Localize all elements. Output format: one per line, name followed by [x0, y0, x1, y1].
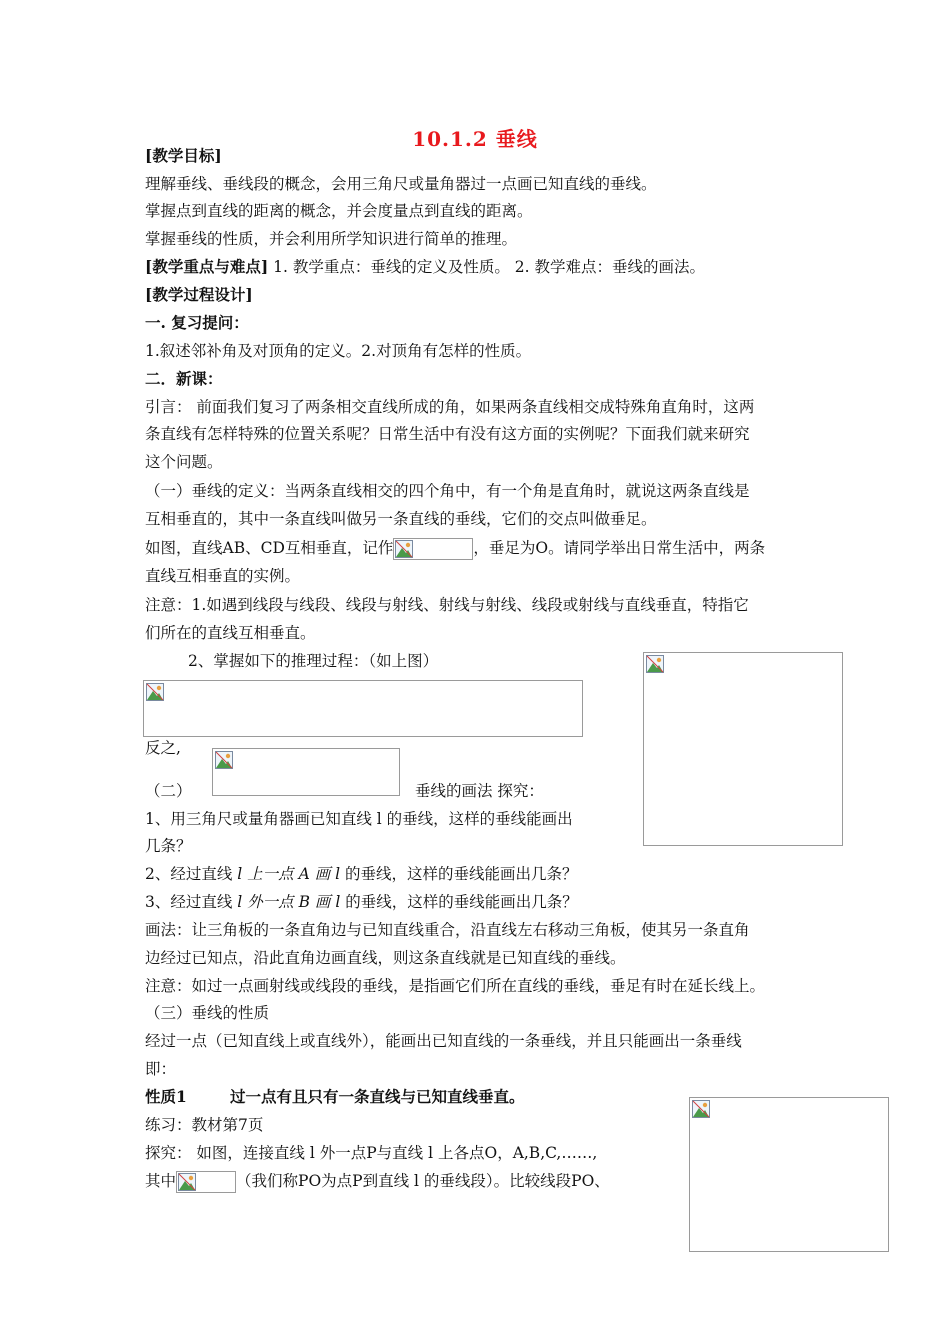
figure-text: 如图，直线AB、CD互相垂直，记作 — [145, 539, 394, 557]
question-text: 的垂线，这样的垂线能画出几条？ — [340, 893, 578, 911]
reasoning-line: 2、掌握如下的推理过程：（如上图） — [188, 652, 439, 670]
question-line: 几条？ — [145, 837, 192, 855]
question-line — [145, 864, 578, 884]
part3-heading: （三）垂线的性质 — [145, 1004, 270, 1022]
intro-line: 引言： 前面我们复习了两条相交直线所成的角，如果两条直线相交成特殊角直角时，这两 — [145, 398, 755, 416]
broken-image-icon — [178, 1173, 196, 1191]
process-heading: [教学过程设计] — [145, 285, 253, 304]
goals-heading: [教学目标] — [145, 146, 222, 165]
among-text: （我们称PO为点P到直线 l 的垂线段）。比较线段PO、 — [236, 1172, 610, 1190]
figure-line — [145, 538, 765, 560]
explore-line: 探究： 如图，连接直线 l 外一点P与直线 l 上各点O，A,B,C,……, — [145, 1144, 598, 1162]
note2-line: 注意：如过一点画射线或线段的垂线，是指画它们所在直线的垂线，垂足有时在延长线上。 — [145, 977, 766, 995]
note-line: 们所在的直线互相垂直。 — [145, 624, 316, 642]
method-line: 边经过已知点，沿此直角边画直线，则这条直线就是已知直线的垂线。 — [145, 949, 626, 967]
intro-line: 这个问题。 — [145, 453, 223, 471]
converse-formula-image — [212, 748, 400, 796]
goal-item: 掌握点到直线的距离的概念，并会度量点到直线的距离。 — [145, 202, 533, 220]
keypoints-paragraph — [145, 257, 705, 277]
perpendicular-figure-image — [643, 652, 843, 846]
keypoints-text: 1. 教学重点：垂线的定义及性质。 2. 教学难点：垂线的画法。 — [273, 258, 705, 276]
property-intro-line: 经过一点（已知直线上或直线外），能画出已知直线的一条垂线，并且只能画出一条垂线 — [145, 1032, 742, 1050]
among-line — [145, 1171, 610, 1193]
broken-image-icon — [146, 683, 164, 701]
definition-line: （一）垂线的定义：当两条直线相交的四个角中，有一个角是直角时，就说这两条直线是 — [145, 482, 750, 500]
broken-image-icon — [395, 540, 413, 558]
question-line — [145, 892, 578, 912]
review-heading: 一. 复习提问： — [145, 313, 249, 332]
among-text: 其中 — [145, 1172, 177, 1190]
figure-text: ，垂足为O。请同学举出日常生活中，两条 — [473, 539, 766, 557]
question-text: 2、经过直线 — [145, 865, 238, 883]
formula-image — [393, 538, 473, 560]
note-line: 注意：1.如遇到线段与线段、线段与射线、射线与射线、线段或射线与直线垂直，特指它 — [145, 596, 749, 614]
part2-label: （二） — [145, 782, 192, 800]
question-text: 的垂线，这样的垂线能画出几条？ — [340, 865, 578, 883]
property1-label: 性质1 — [145, 1087, 187, 1106]
broken-image-icon — [215, 751, 233, 769]
intro-line: 条直线有怎样特殊的位置关系呢？日常生活中有没有这方面的实例呢？下面我们就来研究 — [145, 425, 750, 443]
goal-item: 掌握垂线的性质，并会利用所学知识进行简单的推理。 — [145, 230, 518, 248]
question-text-italic: l 外一点 B 画 l — [237, 893, 341, 911]
method-line: 画法：让三角板的一条直角边与已知直线重合，沿直线左右移动三角板，使其另一条直角 — [145, 921, 750, 939]
broken-image-icon — [646, 655, 664, 673]
goal-item: 理解垂线、垂线段的概念，会用三角尺或量角器过一点画已知直线的垂线。 — [145, 175, 657, 193]
converse-text: 反之, — [145, 739, 181, 757]
question-text-italic: l 上一点 A 画 l — [237, 865, 341, 883]
property1-text: 过一点有且只有一条直线与已知直线垂直。 — [230, 1087, 525, 1106]
broken-image-icon — [692, 1100, 710, 1118]
definition-line: 互相垂直的，其中一条直线叫做另一条直线的垂线，它们的交点叫做垂足。 — [145, 510, 657, 528]
property-intro-line: 即： — [145, 1060, 177, 1078]
page-title: 10.1.2 垂线 — [412, 127, 538, 151]
exercise-line: 练习：教材第7页 — [145, 1116, 264, 1134]
part2-text: 垂线的画法 探究： — [415, 782, 544, 800]
reasoning-formula-image — [143, 680, 583, 737]
keypoints-heading: [教学重点与难点] — [145, 257, 269, 276]
distance-figure-image — [689, 1097, 889, 1252]
question-line: 1、用三角尺或量角器画已知直线 l 的垂线，这样的垂线能画出 — [145, 810, 573, 828]
review-text: 1.叙述邻补角及对顶角的定义。2.对顶角有怎样的性质。 — [145, 342, 532, 360]
figure-line: 直线互相垂直的实例。 — [145, 567, 301, 585]
new-lesson-heading: 二．新课： — [145, 369, 223, 388]
formula-image — [176, 1171, 236, 1193]
question-text: 3、经过直线 — [145, 893, 238, 911]
